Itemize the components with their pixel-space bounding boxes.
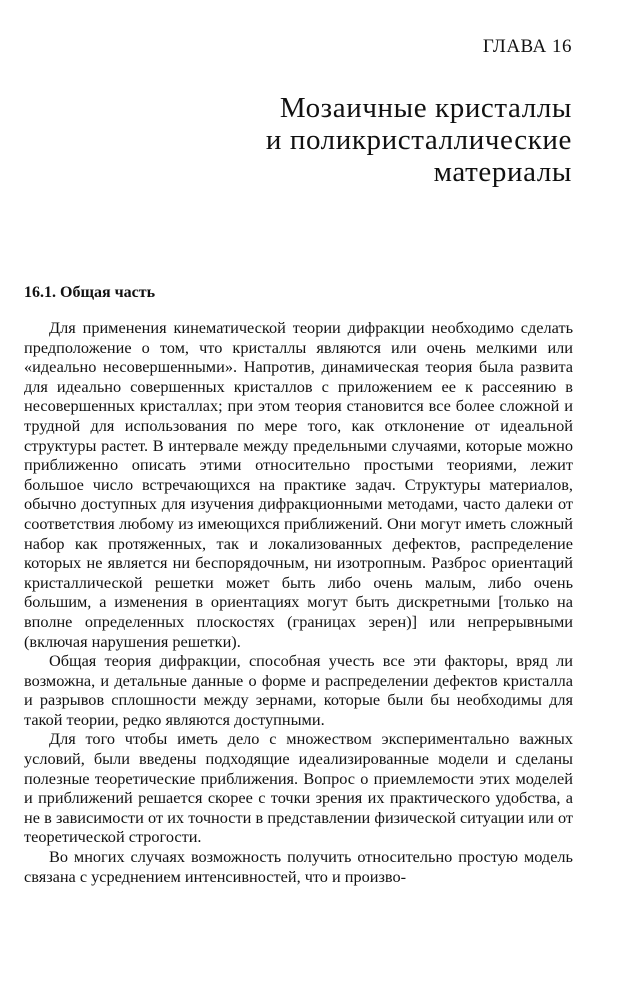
paragraph-4: Во многих случаях возможность получить относительно простую модель связана с усреднением интенсивностей, что и произво- <box>24 847 573 886</box>
paragraph-3: Для того чтобы иметь дело с множеством экспериментально важных условий, были введены подходящие идеализированные модели и сделаны полезные теоретические приближения. Вопрос о приемлемости этих моделей и приближений решается скорее с точки зрения их практического удобства, а не в зависимости от их точности в представлении физической ситуации или от теоретической строгости. <box>24 729 573 847</box>
body-text <box>24 318 573 886</box>
paragraph-2: Общая теория дифракции, способная учесть все эти факторы, вряд ли возможна, и детальные данные о форме и распределении дефектов кристалла и разрывов сплошности между зернами, которые были бы необходимы для такой теории, редко являются доступными. <box>24 651 573 729</box>
chapter-title-line-1: Мозаичные кристаллы <box>279 92 572 124</box>
chapter-title-line-2: и поликристаллические <box>265 124 572 156</box>
chapter-title-line-3: материалы <box>433 156 572 188</box>
paragraph-1: Для применения кинематической теории дифракции необходимо сделать предположение о том, что кристаллы являются или очень мелкими или «идеально несовершенными». Напротив, динамическая теория была развита для идеально совершенных кристаллов с приложением ее к рассеянию в несовершенных кристаллах; при этом теория становится все более сложной и трудной для использования по мере того, как отклонение от идеальной структуры растет. В интервале между предельными случаями, которые можно приближенно описать этими относительно простыми теориями, лежит большое число встречающихся на практике задач. Структуры материалов, обычно доступных для изучения дифракционными методами, часто далеки от соответствия любому из имеющихся приближений. Они могут иметь сложный набор как протяженных, так и локализованных дефектов, распределение которых не является ни беспорядочным, ни изотропным. Разброс ориентаций кристаллической решетки может быть либо очень малым, либо очень большим, а изменения в ориентациях могут быть дискретными [только на вполне определенных плоскостях (границах зерен)] или непрерывными (включая нарушения решетки). <box>24 318 573 651</box>
chapter-label: ГЛАВА 16 <box>482 36 572 57</box>
chapter-title <box>266 92 572 188</box>
section-heading: 16.1. Общая часть <box>24 284 156 301</box>
